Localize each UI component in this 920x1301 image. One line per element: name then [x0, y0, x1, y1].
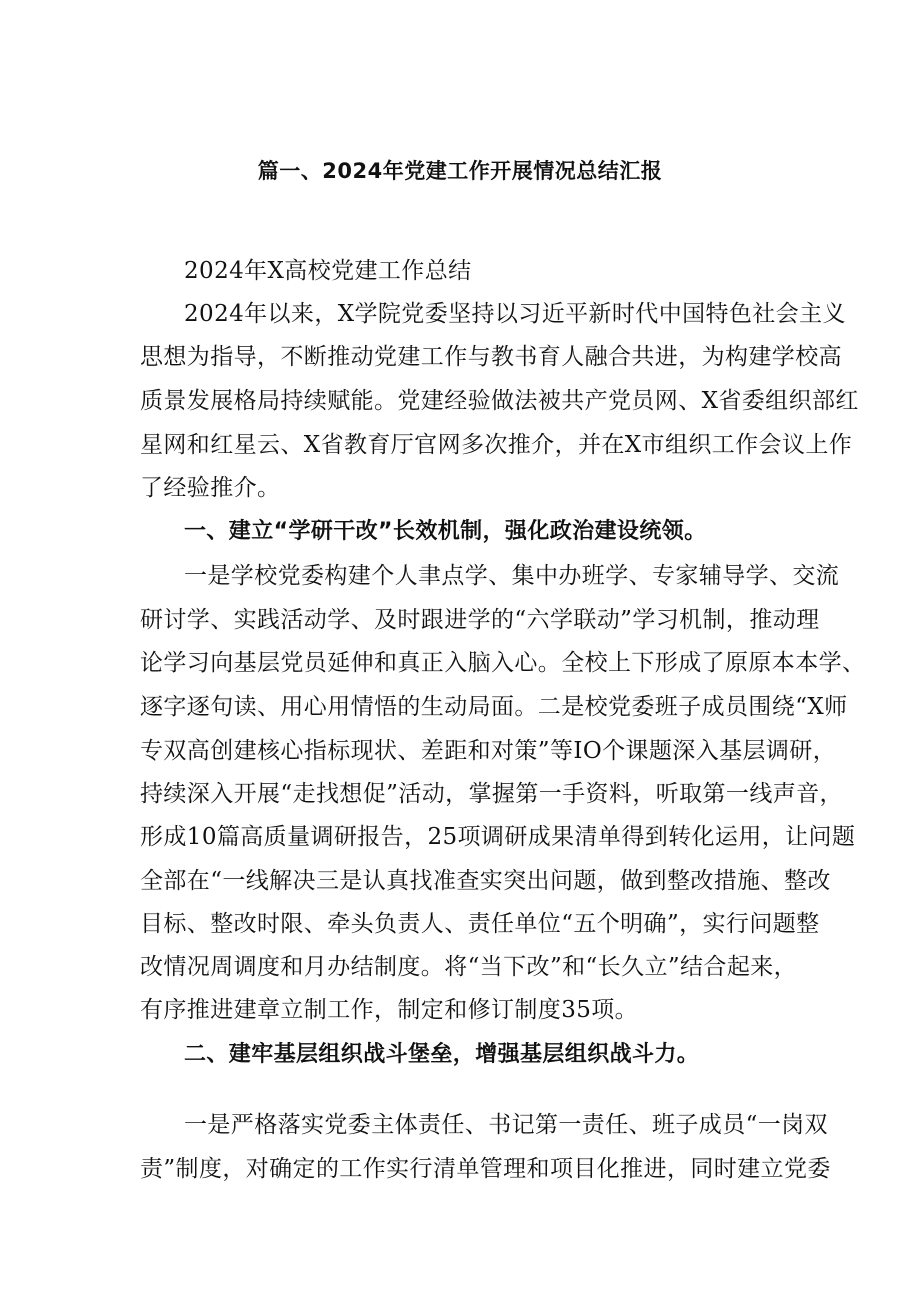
para1-line: 改情况周调度和月办结制度。将“当下改”和“长久立”结合起来，: [140, 954, 798, 980]
para1-line: 全部在“一线解决三是认真找准查实突出问题，做到整改措施、整改: [140, 868, 831, 894]
document-subtitle: 2024年X高校党建工作总结: [184, 258, 472, 284]
intro-line: 思想为指导，不断推动党建工作与教书育人融合共进，为构建学校高: [140, 344, 842, 370]
para2-line: 责”制度，对确定的工作实行清单管理和项目化推进，同时建立党委: [140, 1156, 831, 1182]
para1-line: 专双高创建核心指标现状、差距和对策”等IO个课题深入基层调研，: [140, 738, 837, 764]
section-heading-1: 一、建立“学研干改”长效机制，强化政治建设统领。: [184, 519, 707, 544]
document-title: 篇一、2024年党建工作开展情况总结汇报: [257, 159, 663, 183]
para1-line: 有序推进建章立制工作，制定和修订制度35项。: [140, 997, 639, 1023]
para2-line: 一是严格落实党委主体责任、书记第一责任、班子成员“一岗双: [184, 1112, 828, 1138]
para1-line: 研讨学、实践活动学、及时跟进学的“六学联动”学习机制，推动理: [140, 607, 820, 633]
intro-line: 2024年以来，X学院党委坚持以习近平新时代中国特色社会主义: [184, 301, 846, 327]
para1-line: 逐字逐句读、用心用情悟的生动局面。二是校党委班子成员围绕“X师: [140, 694, 848, 720]
para1-line: 目标、整改时限、牵头负责人、责任单位“五个明确”，实行问题整: [140, 911, 820, 937]
intro-line: 星网和红星云、X省教育厅官网多次推介，并在X市组织工作会议上作: [140, 432, 853, 458]
intro-line: 了经验推介。: [140, 475, 281, 501]
para1-line: 一是学校党委构建个人聿点学、集中办班学、专家辅导学、交流: [184, 563, 840, 589]
intro-line: 质景发展格局持续赋能。党建经验做法被共产党员网、X省委组织部红: [140, 388, 859, 414]
para1-line: 持续深入开展“走找想促”活动，掌握第一手资料，听取第一线声音，: [140, 781, 843, 807]
para1-line: 论学习向基层党员延伸和真正入脑入心。全校上下形成了原原本本学、: [140, 650, 866, 676]
section-heading-2: 二、建牢基层组织战斗堡垒，增强基层组织战斗力。: [184, 1042, 700, 1067]
para1-line: 形成10篇高质量调研报告，25项调研成果清单得到转化运用，让问题: [140, 824, 856, 850]
